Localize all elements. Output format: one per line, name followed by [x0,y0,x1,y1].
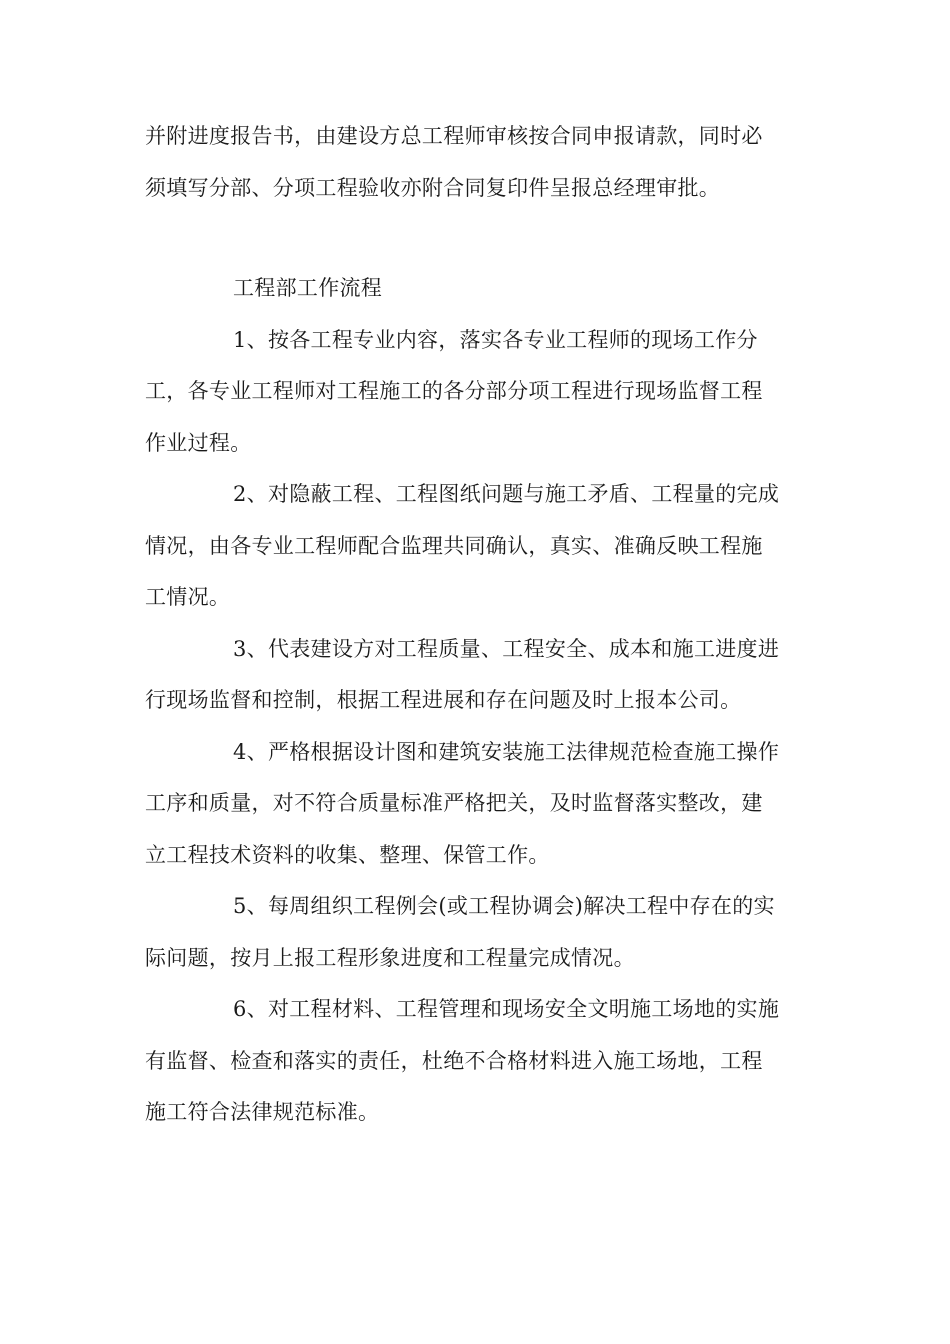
item-line: 2、对隐蔽工程、工程图纸问题与施工矛盾、工程量的完成 [233,482,780,506]
item-line: 工序和质量，对不符合质量标准严格把关，及时监督落实整改，建 [145,791,763,815]
workflow-item-3 [145,624,810,727]
workflow-item-2 [145,469,810,624]
item-line: 情况，由各专业工程师配合监理共同确认，真实、准确反映工程施 [145,533,763,558]
item-line: 4、严格根据设计图和建筑安装施工法律规范检查施工操作 [233,739,780,764]
item-line: 3、代表建设方对工程质量、工程安全、成本和施工进度进 [233,636,780,661]
item-line: 6、对工程材料、工程管理和现场安全文明施工场地的实施 [233,997,780,1021]
intro-line: 须填写分部、分项工程验收亦附合同复印件呈报总经理审批。 [145,175,721,200]
item-line: 行现场监督和控制，根据工程进展和存在问题及时上报本公司。 [145,688,742,712]
item-line: 施工符合法律规范标准。 [145,1100,380,1124]
workflow-item-1 [145,315,810,470]
intro-paragraph [145,111,810,214]
workflow-item-6 [145,984,810,1139]
item-line: 工情况。 [145,585,231,609]
item-line: 5、每周组织工程例会(或工程协调会)解决工程中存在的实 [233,894,775,918]
item-line: 立工程技术资料的收集、整理、保管工作。 [145,842,550,867]
workflow-item-4 [145,727,810,882]
workflow-item-5 [145,881,810,984]
workflow-section [145,263,810,1139]
item-line: 工，各专业工程师对工程施工的各分部分项工程进行现场监督工程 [145,379,763,403]
intro-line: 并附进度报告书，由建设方总工程师审核按合同申报请款，同时必 [145,124,763,148]
item-line: 作业过程。 [145,430,252,455]
item-line: 1、按各工程专业内容，落实各专业工程师的现场工作分 [233,327,758,352]
item-line: 际问题，按月上报工程形象进度和工程量完成情况。 [145,945,635,970]
section-heading: 工程部工作流程 [233,276,383,300]
item-line: 有监督、检查和落实的责任，杜绝不合格材料进入施工场地，工程 [145,1048,763,1073]
